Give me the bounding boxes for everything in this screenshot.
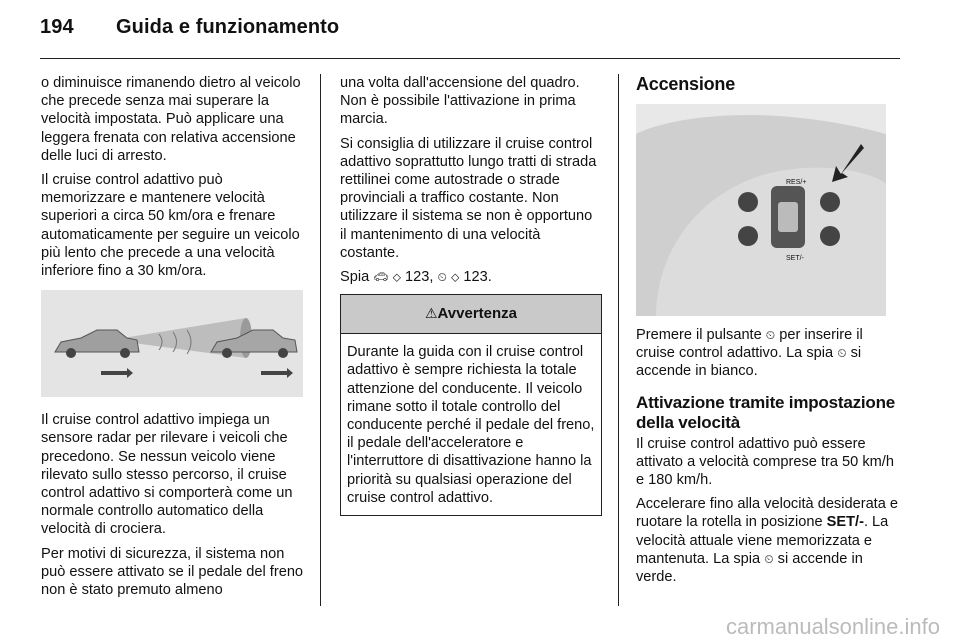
warning-box <box>340 294 602 516</box>
heading-attivazione: Attivazione tramite impostazione della velocità <box>636 392 896 432</box>
wheel-icon <box>278 348 288 358</box>
cruise-control-icon: ⏲ <box>764 551 774 566</box>
warning-body: Durante la guida con il cruise control adattivo è sempre richiesta la totale attenzione del conducente. Il veicolo rimane sotto il totale controllo del conducente perché il pedale del freno, il pedale dell'acceleratore e l'interruttore di disattivazione hanno la priorità su qualsiasi operazione del cruise control adattivo. <box>347 344 595 506</box>
paragraph: o diminuisce rimanendo dietro al veicolo che precede senza mai superare la velocità impostata. Può applicare una leggera frenata con relativa accensione delle luci di arresto. <box>41 75 301 164</box>
set-label: SET/- <box>786 255 804 262</box>
paragraph: Il cruise control adattivo può essere attivato a velocità comprese tra 50 km/h e 180 km/h. <box>636 435 894 489</box>
column-1 <box>41 74 304 605</box>
heading-accensione: Accensione <box>636 74 736 94</box>
paragraph: Accelerare fino alla velocità desiderata e ruotare la rotella in posizione SET/-. La velocità attuale viene memorizzata e mantenuta. La spia ⏲ si accende in verde. <box>636 496 899 586</box>
arrow-right-icon <box>261 368 293 378</box>
arrow-right-icon <box>101 368 133 378</box>
distance-button[interactable] <box>820 226 840 246</box>
column-divider-1 <box>320 74 321 606</box>
column-2 <box>340 74 602 516</box>
cruise-control-icon: ⏲ <box>837 346 847 361</box>
res-label: RES/+ <box>786 179 807 186</box>
watermark: carmanualsonline.info <box>725 614 940 639</box>
page-header <box>40 16 339 39</box>
radar-illustration <box>41 290 303 397</box>
spia-reference: Spia 🚗︎ ⬦ 123, ⏲ ⬦ 123. <box>340 269 492 286</box>
header-divider <box>40 58 900 59</box>
car-icon: 🚗︎ <box>373 270 389 285</box>
adjust-wheel-roller <box>778 202 798 232</box>
column-divider-2 <box>618 74 619 606</box>
warning-title: ⚠Avvertenza <box>341 295 601 334</box>
page-ref-icon: ⬦ <box>450 270 460 285</box>
cruise-control-icon: ⏲ <box>437 270 447 285</box>
cruise-control-icon: ⏲ <box>765 328 776 342</box>
wheel-icon <box>222 348 232 358</box>
paragraph: Per motivi di sicurezza, il sistema non può essere attivato se il pedale del freno non è stato premuto almeno <box>41 545 304 599</box>
paragraph: Si consiglia di utilizzare il cruise control adattivo soprattutto lungo tratti di strada rettilinei come autostrade o strade provinciali a traffico costante. Non utilizzare il sistema se non è opportuno il mantenimento di una velocità costante. <box>340 135 597 261</box>
cruise-button[interactable] <box>738 192 758 212</box>
steering-wheel-illustration <box>636 104 886 316</box>
paragraph: Il cruise control adattivo impiega un sensore radar per rilevare i veicoli che precedono. Se nessun veicolo viene rilevato sullo stesso percorso, il cruise control adattivo si comporterà come un normale controllo automatico della velocità di crociera. <box>41 412 293 538</box>
wheel-icon <box>66 348 76 358</box>
column-3 <box>636 74 899 592</box>
steering-wheel-diagram <box>636 104 886 316</box>
cruise-on-button[interactable] <box>820 192 840 212</box>
paragraph: Il cruise control adattivo può memorizzare e mantenere velocità superiori a circa 50 km/ora e frenare automaticamente per seguire un veicolo più lento che precede a una velocità inferiore fino a 30 km/ora. <box>41 172 300 280</box>
cancel-button[interactable] <box>738 226 758 246</box>
warning-triangle-icon: ⚠ <box>424 306 438 323</box>
wheel-icon <box>120 348 130 358</box>
radar-diagram <box>41 290 303 397</box>
page-number: 194 <box>40 16 74 38</box>
page-ref-icon: ⬦ <box>392 270 401 285</box>
paragraph: una volta dall'accensione del quadro. Non è possibile l'attivazione in prima marcia. <box>340 75 580 128</box>
paragraph: Premere il pulsante ⏲ per inserire il cruise control adattivo. La spia ⏲ si accende in bianco. <box>636 327 863 380</box>
section-title: Guida e funzionamento <box>116 16 340 38</box>
